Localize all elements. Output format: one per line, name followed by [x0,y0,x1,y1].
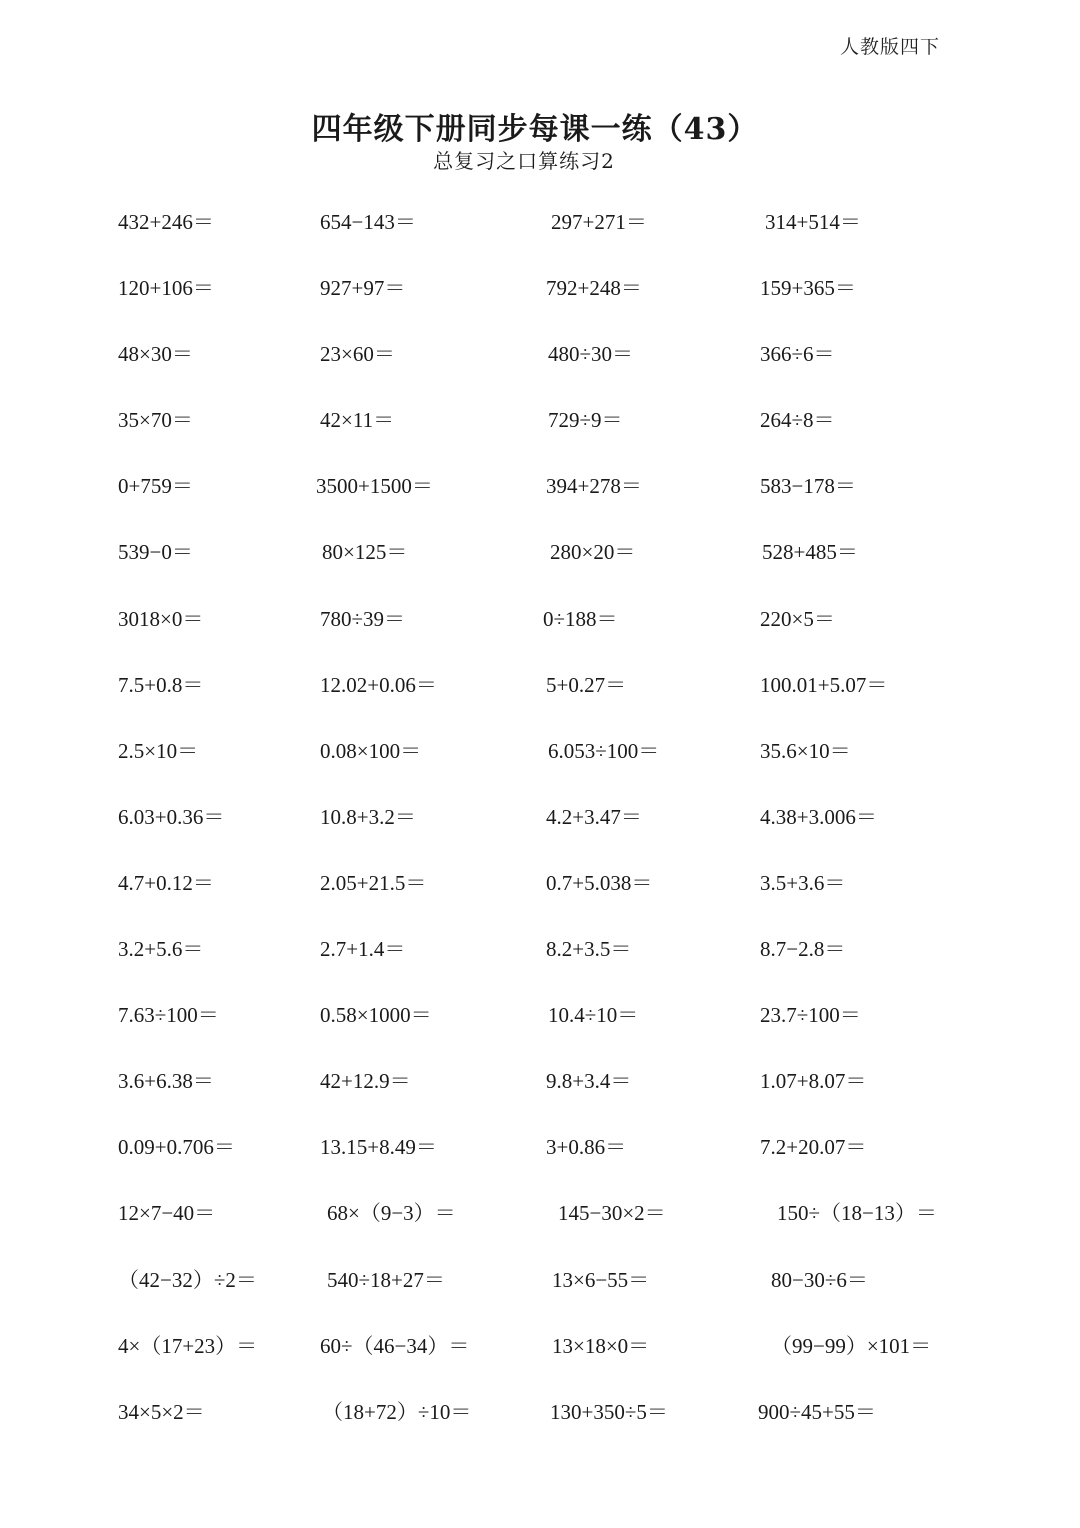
problem-item: 6.053÷100＝ [548,738,660,763]
problem-item: 8.7−2.8＝ [760,937,846,962]
problem-row [0,207,1080,273]
problem-row [0,670,1080,736]
problem-item: 480÷30＝ [548,342,634,367]
problem-item: 7.63÷100＝ [118,1003,219,1028]
problem-item: （42−32）÷2＝ [118,1267,257,1292]
problem-item: 220×5＝ [760,606,835,631]
problem-item: 927+97＝ [320,276,406,301]
problem-row [0,736,1080,802]
problem-item: 100.01+5.07＝ [760,672,888,697]
problem-item: 3500+1500＝ [316,474,433,499]
problem-row [0,868,1080,934]
problem-item: 297+271＝ [551,210,647,234]
problem-item: 6.03+0.36＝ [118,804,225,829]
problem-item: 12.02+0.06＝ [320,672,437,697]
problem-item: 792+248＝ [546,276,642,301]
problem-item: 10.8+3.2＝ [320,804,416,829]
problem-item: 145−30×2＝ [558,1201,666,1226]
problem-item: 68×（9−3）＝ [327,1201,456,1226]
problem-item: 48×30＝ [118,342,193,367]
problem-item: 654−143＝ [320,210,416,234]
problem-item: 3.2+5.6＝ [118,937,204,962]
problem-row [0,1066,1080,1132]
problem-item: 280×20＝ [550,540,636,565]
problem-item: 13.15+8.49＝ [320,1135,437,1160]
problem-item: 583−178＝ [760,474,856,499]
problem-item: 0+759＝ [118,474,193,499]
problem-row [0,405,1080,471]
problem-item: 150÷（18−13）＝ [777,1201,937,1226]
page-title: 四年级下册同步每课一练（43） [311,112,759,147]
problem-item: 60÷（46−34）＝ [320,1333,470,1358]
problem-item: 35.6×10＝ [760,738,851,763]
problem-row [0,802,1080,868]
problem-item: 4.2+3.47＝ [546,804,642,829]
problem-row [0,934,1080,1000]
problem-item: 3.6+6.38＝ [118,1069,214,1094]
problem-item: 80×125＝ [322,540,408,565]
problem-item: 13×18×0＝ [552,1333,650,1358]
problem-item: 528+485＝ [762,540,858,565]
problem-item: 0.08×100＝ [320,738,422,763]
problem-row [0,1397,1080,1463]
problem-row [0,471,1080,537]
problem-item: 4.38+3.006＝ [760,804,877,829]
problem-row [0,1132,1080,1198]
problem-item: 35×70＝ [118,408,193,433]
problem-item: 7.5+0.8＝ [118,672,204,697]
problem-item: （18+72）÷10＝ [322,1399,472,1424]
problem-row [0,604,1080,670]
problem-item: 780÷39＝ [320,606,406,631]
problem-item: 3.5+3.6＝ [760,870,846,895]
problem-grid [0,207,1080,1463]
problem-item: 23.7÷100＝ [760,1003,861,1028]
problem-item: 314+514＝ [765,210,861,234]
problem-item: 5+0.27＝ [546,672,627,697]
problem-item: 3+0.86＝ [546,1135,627,1160]
problem-item: 3018×0＝ [118,606,204,631]
problem-row [0,1331,1080,1397]
problem-item: 0.7+5.038＝ [546,870,653,895]
problem-item: 394+278＝ [546,474,642,499]
problem-item: 34×5×2＝ [118,1399,205,1424]
problem-row [0,537,1080,603]
problem-item: 12×7−40＝ [118,1201,216,1226]
problem-item: 8.2+3.5＝ [546,937,632,962]
problem-item: 540÷18+27＝ [327,1267,445,1292]
problem-row [0,339,1080,405]
problem-item: 159+365＝ [760,276,856,301]
problem-item: 900÷45+55＝ [758,1399,876,1424]
problem-item: 23×60＝ [320,342,395,367]
problem-item: 1.07+8.07＝ [760,1069,867,1094]
edition-label: 人教版四下 [839,36,940,58]
problem-item: 42×11＝ [320,408,395,433]
problem-item: 4.7+0.12＝ [118,870,214,895]
problem-row [0,273,1080,339]
problem-item: 2.05+21.5＝ [320,870,427,895]
problem-item: 13×6−55＝ [552,1267,650,1292]
problem-item: 729÷9＝ [548,408,623,433]
problem-item: 9.8+3.4＝ [546,1069,632,1094]
problem-item: 4×（17+23）＝ [118,1333,258,1358]
problem-item: 2.7+1.4＝ [320,937,406,962]
problem-item: 0.09+0.706＝ [118,1135,235,1160]
problem-item: 366÷6＝ [760,342,835,367]
problem-row [0,1198,1080,1264]
problem-item: 0÷188＝ [543,606,618,631]
problem-item: 2.5×10＝ [118,738,199,763]
page-subtitle: 总复习之口算练习2 [433,149,615,173]
problem-item: （99−99）×101＝ [771,1333,932,1358]
problem-item: 130+350÷5＝ [550,1399,668,1424]
problem-row [0,1000,1080,1066]
problem-item: 264÷8＝ [760,408,835,433]
problem-item: 42+12.9＝ [320,1069,411,1094]
problem-row [0,1265,1080,1331]
problem-item: 0.58×1000＝ [320,1003,432,1028]
problem-item: 10.4÷10＝ [548,1003,639,1028]
problem-item: 539−0＝ [118,540,193,565]
problem-item: 120+106＝ [118,276,214,301]
problem-item: 432+246＝ [118,210,214,234]
problem-item: 80−30÷6＝ [771,1267,868,1292]
problem-item: 7.2+20.07＝ [760,1135,867,1160]
